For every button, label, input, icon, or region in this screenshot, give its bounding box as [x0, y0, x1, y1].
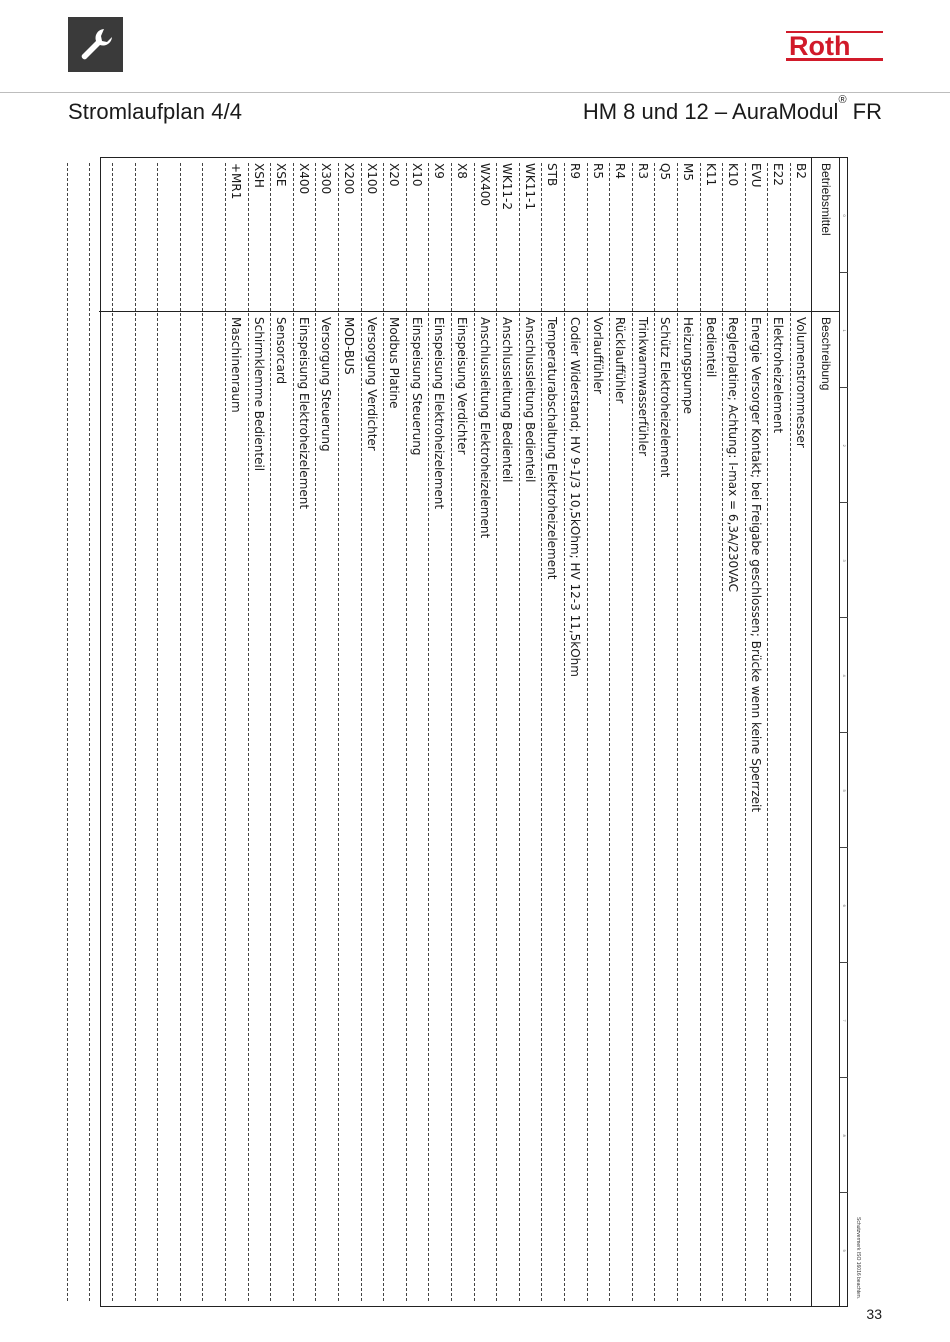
row-dashed-line [474, 163, 475, 1301]
row-code: B2 [794, 163, 808, 179]
zone-tick [840, 1077, 848, 1078]
row-dashed-line [745, 163, 746, 1301]
header-divider [0, 92, 950, 93]
zone-number: 9 [842, 1249, 847, 1252]
header-rule [811, 157, 812, 1307]
zone-tick [840, 502, 848, 503]
col-header-betriebsmittel: Betriebsmittel [819, 163, 833, 236]
row-code: Q5 [658, 163, 673, 181]
row-dashed-line [609, 163, 610, 1301]
table-row [336, 157, 358, 1307]
table-row [223, 157, 245, 1307]
row-dashed-line [451, 163, 452, 1301]
row-dashed-line [406, 163, 407, 1301]
row-dashed-line [700, 163, 701, 1301]
registered-mark: ® [838, 93, 847, 106]
product-title-main: HM 8 und 12 – AuraModul [582, 99, 839, 124]
row-description: Energie Versorger Kontakt; bei Freigabe geschlossen; Brücke wenn keine Sperrzeit [748, 317, 763, 813]
row-description: Temperaturabschaltung Elektroheizelement [545, 317, 560, 580]
table-row [698, 157, 720, 1307]
row-dashed-line [722, 163, 723, 1301]
row-dashed-line [519, 163, 520, 1301]
row-description: Anschlussleitung Elektroheizelement [477, 317, 492, 539]
table-row [494, 157, 516, 1307]
row-code: WX400 [477, 163, 492, 206]
table-row [449, 157, 471, 1307]
row-dashed-line [89, 163, 90, 1301]
row-description: Versorgung Steuerung [319, 317, 334, 452]
table-row [562, 157, 584, 1307]
row-dashed-line [202, 163, 203, 1301]
zone-number: 3 [842, 559, 847, 562]
table-row [630, 157, 652, 1307]
row-description: Rücklauffühler [613, 317, 628, 404]
table-row [539, 157, 561, 1307]
zone-tick [840, 617, 848, 618]
row-dashed-line [67, 163, 68, 1301]
zone-tick [840, 1192, 848, 1193]
row-code: XSE [274, 163, 289, 187]
col-header-beschreibung: Beschreibung [819, 317, 833, 391]
table-row [607, 157, 629, 1307]
row-dashed-line [564, 163, 565, 1301]
zone-tick [840, 732, 848, 733]
table-row [200, 157, 222, 1307]
page-title: Stromlaufplan 4/4 [68, 99, 243, 124]
roth-logo [786, 29, 883, 63]
row-code: R9 [568, 163, 582, 179]
row-description: Einspeisung Verdichter [455, 317, 469, 455]
row-dashed-line [654, 163, 655, 1301]
row-description: MOD-BUS [342, 317, 356, 375]
row-dashed-line [112, 163, 113, 1301]
table-row [517, 157, 539, 1307]
table-row [291, 157, 313, 1307]
row-dashed-line [248, 163, 249, 1301]
row-description: Codier Widerstand; HV 9-1/3 10,5kOhm; HV 12-3 11,5kOhm [568, 317, 582, 677]
table-row [65, 157, 87, 1307]
row-description: Vorlauffühler [590, 317, 605, 394]
row-description: Reglerplatine; Achtung: I-max = 6,3A/230VAC [726, 317, 741, 592]
row-dashed-line [677, 163, 678, 1301]
row-dashed-line [315, 163, 316, 1301]
row-dashed-line [338, 163, 339, 1301]
row-dashed-line [790, 163, 791, 1301]
zone-tick [840, 962, 848, 963]
product-title [582, 93, 882, 125]
row-dashed-line [496, 163, 497, 1301]
table-row [110, 157, 132, 1307]
row-description: Trinkwarmwasserfühler [635, 317, 650, 457]
table-row [178, 157, 200, 1307]
row-description: Anschlussleitung Bedienteil [500, 317, 515, 483]
zone-number: 1 [842, 329, 847, 332]
zone-number: 8 [842, 1134, 847, 1137]
row-dashed-line [157, 163, 158, 1301]
table-row [246, 157, 268, 1307]
legend-table [100, 157, 840, 1307]
brand-text: Roth [789, 31, 851, 61]
row-code: EVU [748, 163, 763, 188]
zone-number: 5 [842, 789, 847, 792]
row-description: Maschinenraum [229, 317, 243, 413]
row-code: K10 [726, 163, 741, 187]
table-row [268, 157, 290, 1307]
row-dashed-line [428, 163, 429, 1301]
row-dashed-line [767, 163, 768, 1301]
table-row [87, 157, 109, 1307]
zone-tick [840, 272, 848, 273]
row-description: Sensorcard [274, 317, 289, 385]
zone-number: 7 [842, 1019, 847, 1022]
row-dashed-line [361, 163, 362, 1301]
zone-number: 6 [842, 904, 847, 907]
row-description: Elektroheizelement [771, 317, 786, 434]
row-description: Heizungspumpe [681, 317, 695, 415]
row-code: X100 [364, 163, 379, 195]
wrench-icon [68, 17, 123, 72]
product-title-suffix: FR [846, 99, 882, 124]
row-description: Einspeisung Elektroheizelement [296, 317, 311, 510]
row-code: X9 [432, 163, 447, 179]
row-code: X200 [342, 163, 356, 195]
row-code: K11 [703, 163, 718, 187]
row-code: +MR1 [229, 163, 243, 200]
row-code: R5 [590, 163, 605, 179]
zone-tick [840, 847, 848, 848]
table-row [743, 157, 765, 1307]
table-row [472, 157, 494, 1307]
table-row [313, 157, 335, 1307]
row-dashed-line [293, 163, 294, 1301]
row-code: XSH [251, 163, 266, 188]
row-description: Volumenstrommesser [794, 317, 808, 448]
row-description: Bedienteil [703, 317, 718, 378]
table-row [720, 157, 742, 1307]
row-dashed-line [632, 163, 633, 1301]
row-code: X10 [409, 163, 424, 187]
table-row [133, 157, 155, 1307]
row-description: Schütz Elektroheizelement [658, 317, 673, 478]
table-row [155, 157, 177, 1307]
row-code: WK11-2 [500, 163, 515, 210]
table-row [765, 157, 787, 1307]
table-row [652, 157, 674, 1307]
zone-number: 0 [842, 214, 847, 217]
zone-tick [840, 387, 848, 388]
row-code: X20 [387, 163, 402, 187]
row-code: X400 [296, 163, 311, 195]
row-code: M5 [681, 163, 695, 181]
row-dashed-line [135, 163, 136, 1301]
row-description: Anschlussleitung Bedienteil [522, 317, 537, 483]
row-dashed-line [225, 163, 226, 1301]
table-row [788, 157, 810, 1307]
row-code: E22 [771, 163, 786, 186]
schematic-page [100, 157, 861, 1307]
table-row [585, 157, 607, 1307]
row-description: Einspeisung Elektroheizelement [432, 317, 447, 510]
zone-strip [840, 157, 848, 1307]
row-description: Versorgung Verdichter [364, 317, 379, 451]
row-dashed-line [383, 163, 384, 1301]
zone-number: 2 [842, 444, 847, 447]
table-row [359, 157, 381, 1307]
row-code: STB [545, 163, 560, 187]
page-number: 33 [866, 1306, 882, 1322]
row-code: X8 [455, 163, 469, 179]
row-description: Einspeisung Steuerung [409, 317, 424, 456]
row-code: X300 [319, 163, 334, 195]
table-row [404, 157, 426, 1307]
row-dashed-line [270, 163, 271, 1301]
row-description: Modbus Platine [387, 317, 402, 409]
row-code: WK11-1 [522, 163, 537, 210]
row-code: R4 [613, 163, 628, 179]
footnote: Schutzvermerk ISO 16016 beachten. [855, 1217, 861, 1299]
row-dashed-line [587, 163, 588, 1301]
table-row [675, 157, 697, 1307]
row-description: Schirmklemme Bedienteil [251, 317, 266, 472]
row-dashed-line [541, 163, 542, 1301]
row-dashed-line [180, 163, 181, 1301]
table-row [381, 157, 403, 1307]
row-code: R3 [635, 163, 650, 179]
table-row [426, 157, 448, 1307]
zone-number: 4 [842, 674, 847, 677]
